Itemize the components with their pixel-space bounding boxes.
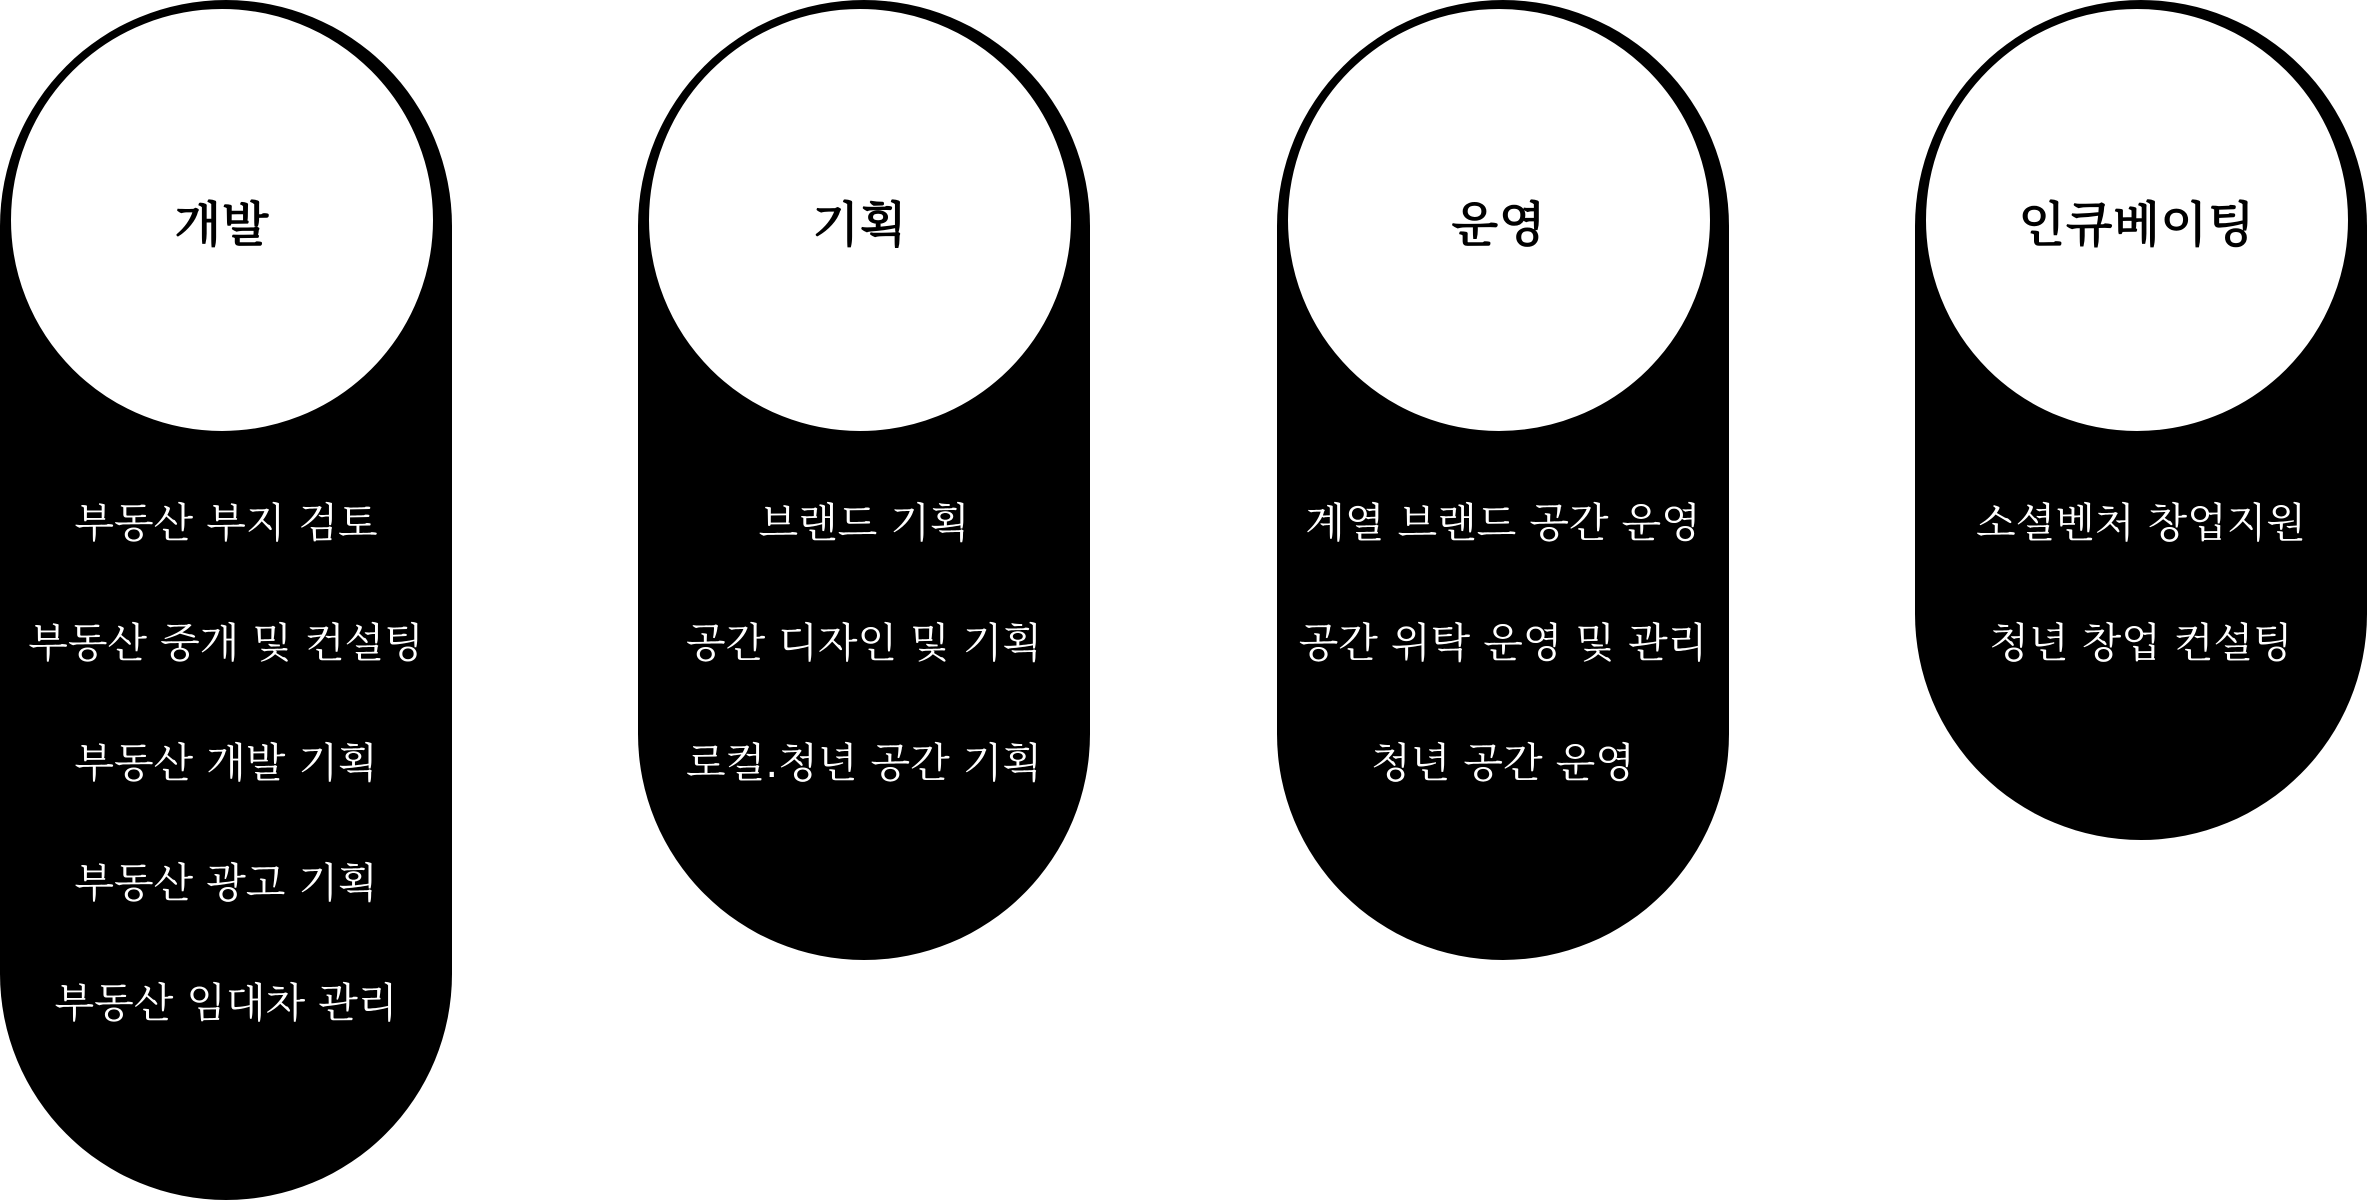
service-item: 로컬.청년 공간 기획 [686, 739, 1042, 787]
pill-head-circle [1919, 2, 2355, 438]
service-item: 부동산 임대차 관리 [54, 979, 398, 1027]
service-item: 공간 위탁 운영 및 관리 [1298, 619, 1708, 667]
pill-title: 개발 [174, 196, 270, 253]
service-item: 부동산 광고 기획 [74, 859, 378, 907]
service-list [638, 494, 1090, 854]
service-list [0, 494, 452, 1094]
service-list [1277, 494, 1729, 854]
service-item: 부동산 중개 및 컨설팅 [28, 619, 424, 667]
pill-title: 인큐베이팅 [2018, 196, 2256, 253]
service-item: 계열 브랜드 공간 운영 [1305, 499, 1701, 547]
service-pill-plan [638, 0, 1090, 960]
pill-title: 기획 [812, 196, 908, 253]
service-item: 청년 공간 운영 [1371, 739, 1635, 787]
pill-head-circle [4, 2, 440, 438]
pill-head-circle [642, 2, 1078, 438]
service-item: 청년 창업 컨설팅 [1989, 619, 2293, 667]
service-pill-incubate [1915, 0, 2367, 840]
service-item: 소셜벤처 창업지원 [1976, 499, 2306, 547]
pill-title: 운영 [1451, 196, 1547, 253]
service-item: 공간 디자인 및 기획 [686, 619, 1042, 667]
service-pill-operate [1277, 0, 1729, 960]
service-item: 브랜드 기획 [758, 499, 970, 547]
service-item: 부동산 부지 검토 [74, 499, 378, 547]
service-pill-develop [0, 0, 452, 1200]
service-list [1915, 494, 2367, 734]
service-item: 부동산 개발 기획 [74, 739, 378, 787]
pill-head-circle [1281, 2, 1717, 438]
